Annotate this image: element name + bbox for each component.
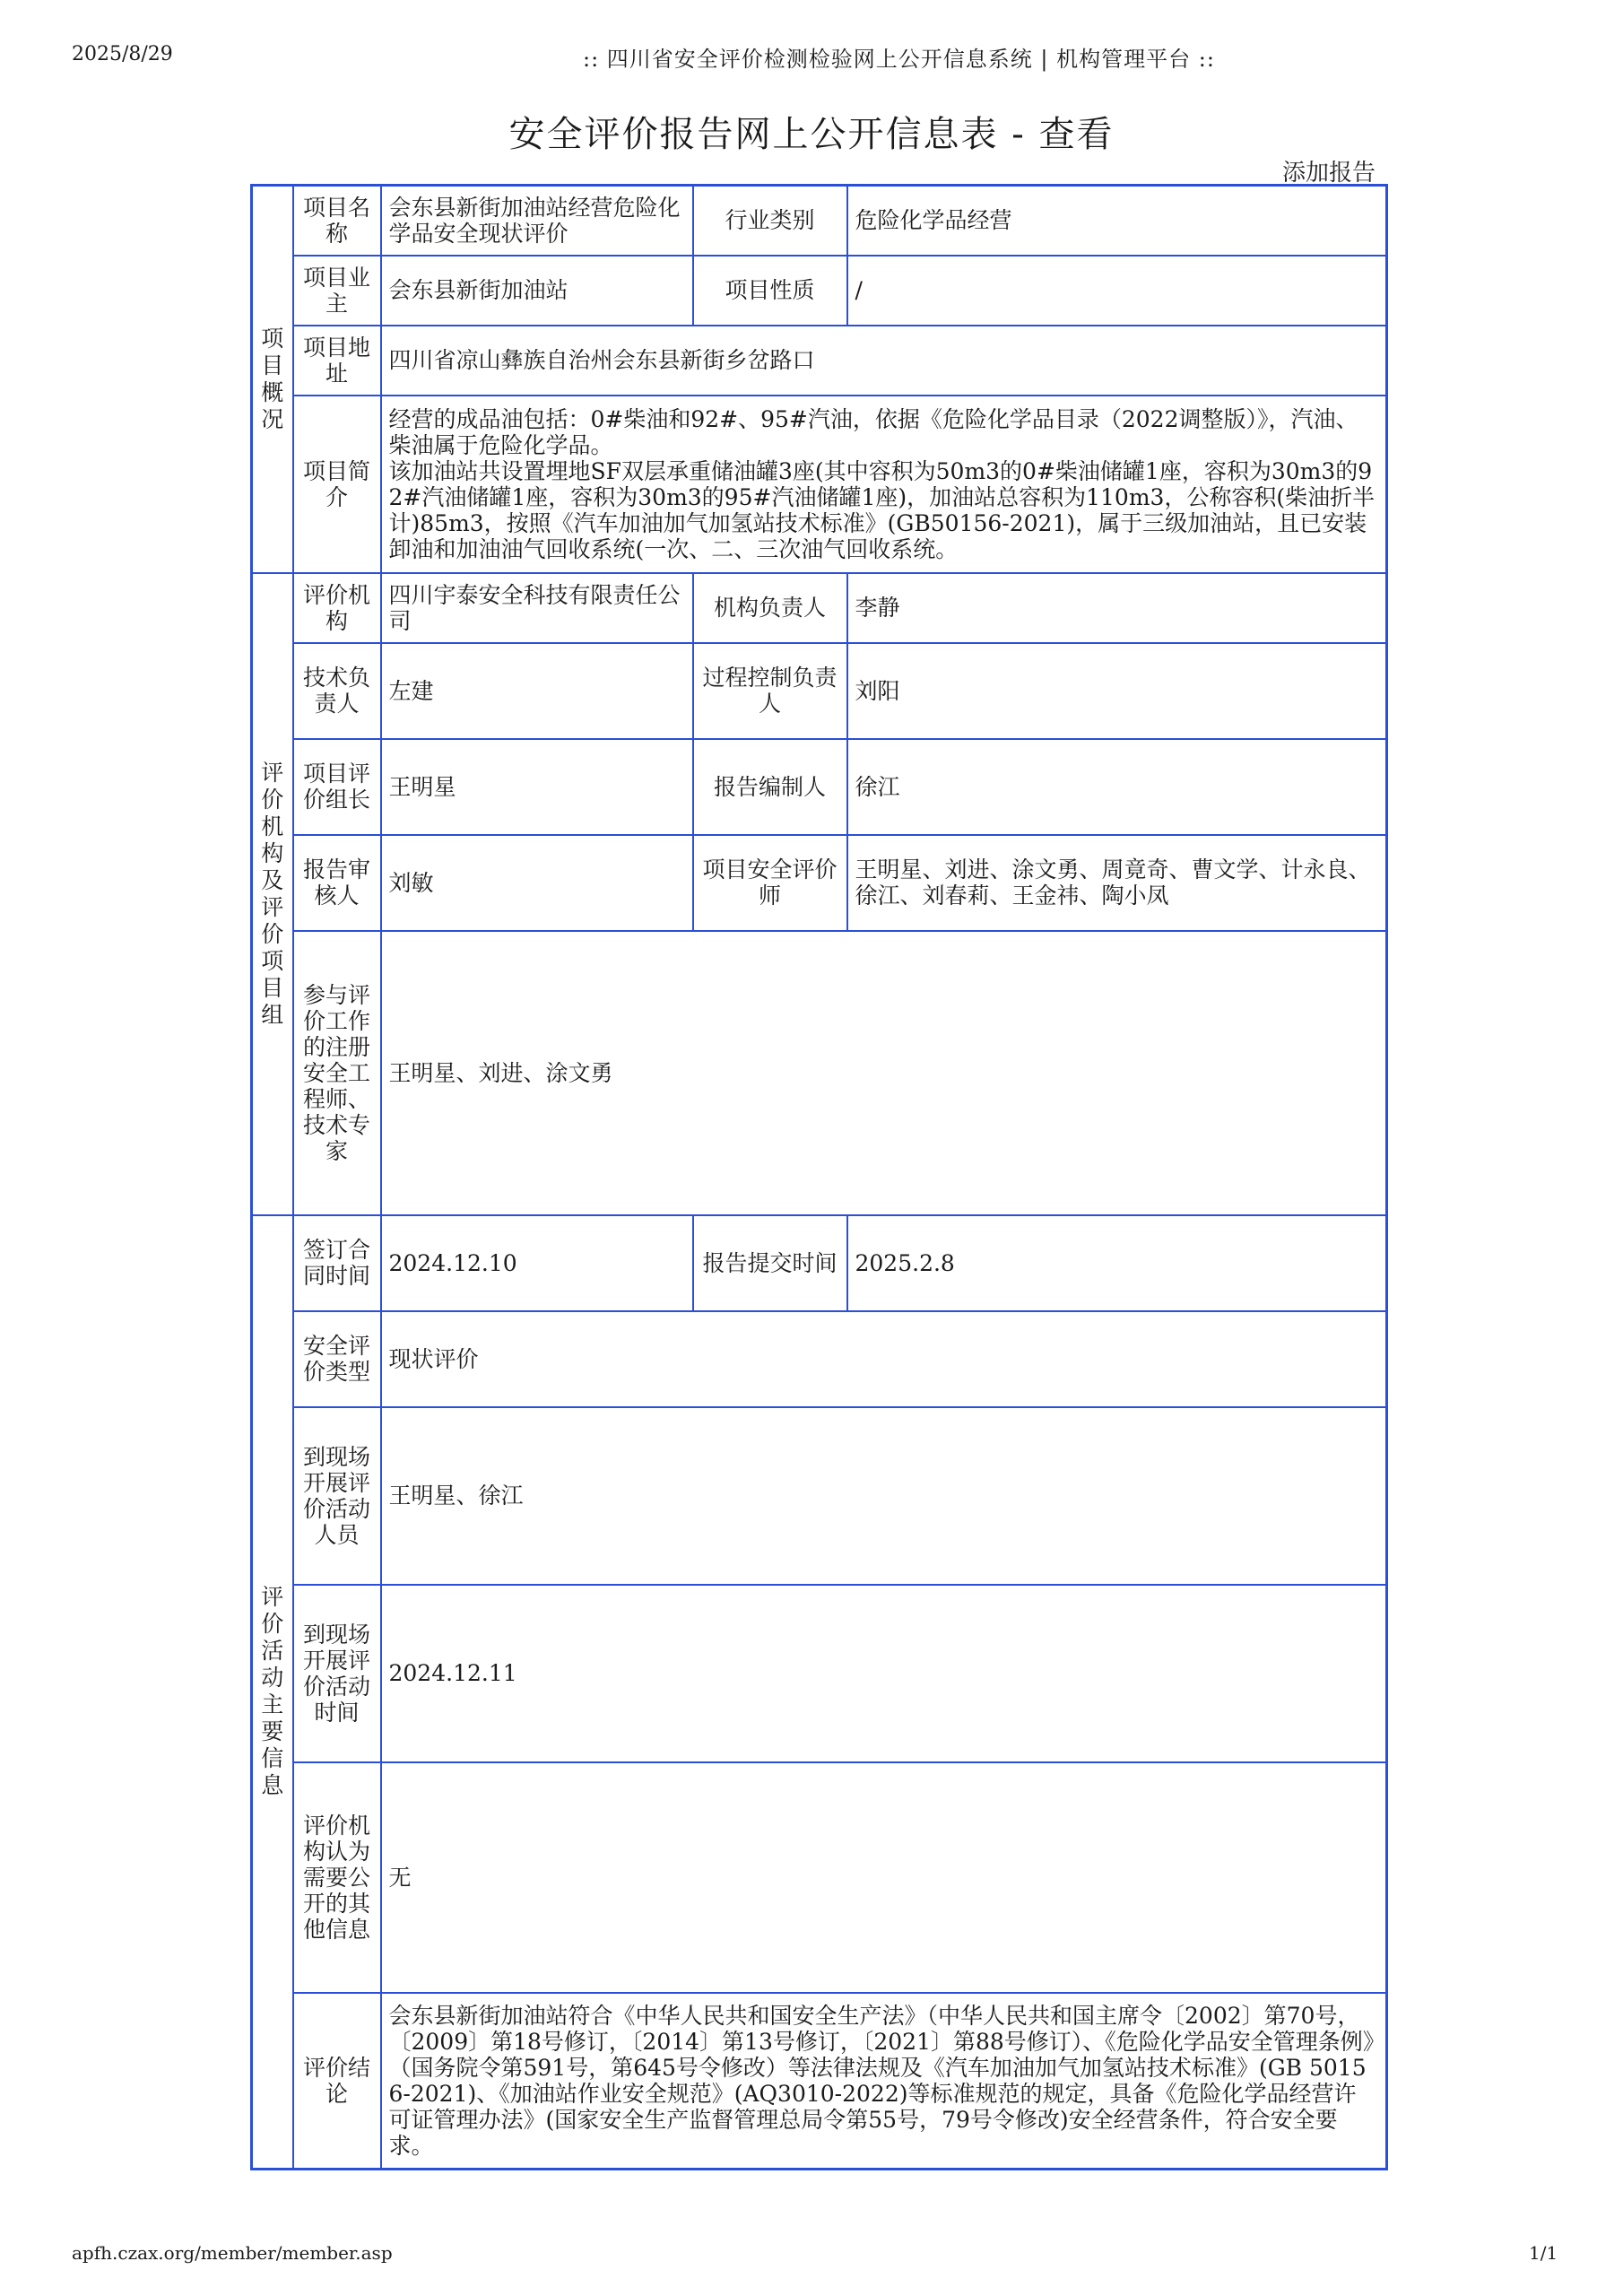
leader-value: 王明星 [381, 739, 693, 835]
print-date: 2025/8/29 [72, 43, 173, 65]
project-intro-paragraph: 经营的成品油包括：0#柴油和92#、95#汽油，依据《危险化学品目录（2022调整版）》，汽油、柴油属于危险化学品。 [388, 405, 1358, 458]
tech-head-value: 左建 [381, 643, 693, 739]
row-onsite-time [252, 1585, 1387, 1762]
row-project-owner [252, 256, 1387, 326]
row-reviewer [252, 835, 1387, 931]
org-head-label: 机构负责人 [693, 573, 847, 643]
row-contract [252, 1215, 1387, 1311]
report-info-table [250, 184, 1388, 2170]
eval-type-label: 安全评价类型 [293, 1311, 381, 1407]
reviewer-value: 刘敏 [381, 835, 693, 931]
row-engineers [252, 931, 1387, 1215]
contract-date-value: 2024.12.10 [381, 1215, 693, 1311]
assessors-value: 王明星、刘进、涂文勇、周竟奇、曹文学、计永良、徐江、刘春莉、王金祎、陶小凤 [847, 835, 1387, 931]
section-overview-label: 项目概况 [252, 186, 293, 573]
section-activity-label: 评价活动主要信息 [252, 1215, 293, 2170]
project-name-value: 会东县新街加油站经营危险化学品安全现状评价 [381, 186, 693, 256]
project-name-label: 项目名称 [293, 186, 381, 256]
eval-type-value: 现状评价 [381, 1311, 1387, 1407]
row-onsite-people [252, 1407, 1387, 1585]
industry-value: 危险化学品经营 [847, 186, 1387, 256]
row-leader [252, 739, 1387, 835]
assessors-label: 项目安全评价师 [693, 835, 847, 931]
engineers-label: 参与评价工作的注册安全工程师、技术专家 [293, 931, 381, 1215]
project-owner-value: 会东县新街加油站 [381, 256, 693, 326]
row-project-name [252, 186, 1387, 256]
submit-date-value: 2025.2.8 [847, 1215, 1387, 1311]
onsite-time-value: 2024.12.11 [381, 1585, 1387, 1762]
process-head-label: 过程控制负责人 [693, 643, 847, 739]
conclusion-label: 评价结论 [293, 1993, 381, 2170]
project-intro-value [381, 396, 1387, 573]
other-info-label: 评价机构认为需要公开的其他信息 [293, 1762, 381, 1993]
page-title: 安全评价报告网上公开信息表 - 查看 [508, 114, 1115, 155]
org-head-value: 李静 [847, 573, 1387, 643]
submit-date-label: 报告提交时间 [693, 1215, 847, 1311]
project-address-value: 四川省凉山彝族自治州会东县新街乡岔路口 [381, 326, 1387, 396]
contract-date-label: 签订合同时间 [293, 1215, 381, 1311]
industry-label: 行业类别 [693, 186, 847, 256]
project-intro-label: 项目简介 [293, 396, 381, 573]
editor-value: 徐江 [847, 739, 1387, 835]
row-org [252, 573, 1387, 643]
project-intro-paragraph: 该加油站共设置埋地SF双层承重储油罐3座(其中容积为50m3的0#柴油储罐1座，容积为30m3的92#汽油储罐1座，容积为30m3的95#汽油储罐1座)，加油站总容积为110m3，公称容积(柴油折半计)85m3，按照《汽车加油加气加氢站技术标准》(GB50156-2021)，属于三级加油站，且已安装卸油和加油油气回收系统(一次、二、三次油气回收系统。 [388, 457, 1376, 562]
project-nature-label: 项目性质 [693, 256, 847, 326]
process-head-value: 刘阳 [847, 643, 1387, 739]
row-conclusion [252, 1993, 1387, 2170]
row-project-intro [252, 396, 1387, 573]
project-address-label: 项目地址 [293, 326, 381, 396]
section-team-label: 评价机构及评价项目组 [252, 573, 293, 1215]
tech-head-label: 技术负责人 [293, 643, 381, 739]
onsite-people-label: 到现场开展评价活动人员 [293, 1407, 381, 1585]
reviewer-label: 报告审核人 [293, 835, 381, 931]
engineers-value: 王明星、刘进、涂文勇 [381, 931, 1387, 1215]
row-eval-type [252, 1311, 1387, 1407]
footer-page-number: 1/1 [1529, 2242, 1558, 2264]
footer-url: apfh.czax.org/member/member.asp [72, 2242, 393, 2264]
conclusion-value: 会东县新街加油站符合《中华人民共和国安全生产法》（中华人民共和国主席令〔2002〕第70号，〔2009〕第18号修订，〔2014〕第13号修订，〔2021〕第88号修订）、《危险化学品安全管理条例》（国务院令第591号，第645号令修改）等法律法规及《汽车加油加气加氢站技术标准》(GB 50156-2021)、《加油站作业安全规范》(AQ3010-2022)等标准规范的规定，具备《危险化学品经营许可证管理办法》(国家安全生产监督管理总局令第55号，79号令修改)安全经营条件，符合安全要求。 [381, 1993, 1387, 2170]
org-value: 四川宇泰安全科技有限责任公司 [381, 573, 693, 643]
row-project-address [252, 326, 1387, 396]
add-report-link[interactable]: 添加报告 [1282, 160, 1376, 187]
print-header-title: :: 四川省安全评价检测检验网上公开信息系统 | 机构管理平台 :: [583, 47, 1215, 72]
leader-label: 项目评价组长 [293, 739, 381, 835]
other-info-value: 无 [381, 1762, 1387, 1993]
project-owner-label: 项目业主 [293, 256, 381, 326]
onsite-time-label: 到现场开展评价活动时间 [293, 1585, 381, 1762]
row-other-info [252, 1762, 1387, 1993]
org-label: 评价机构 [293, 573, 381, 643]
editor-label: 报告编制人 [693, 739, 847, 835]
onsite-people-value: 王明星、徐江 [381, 1407, 1387, 1585]
row-tech-head [252, 643, 1387, 739]
project-nature-value: / [847, 256, 1387, 326]
